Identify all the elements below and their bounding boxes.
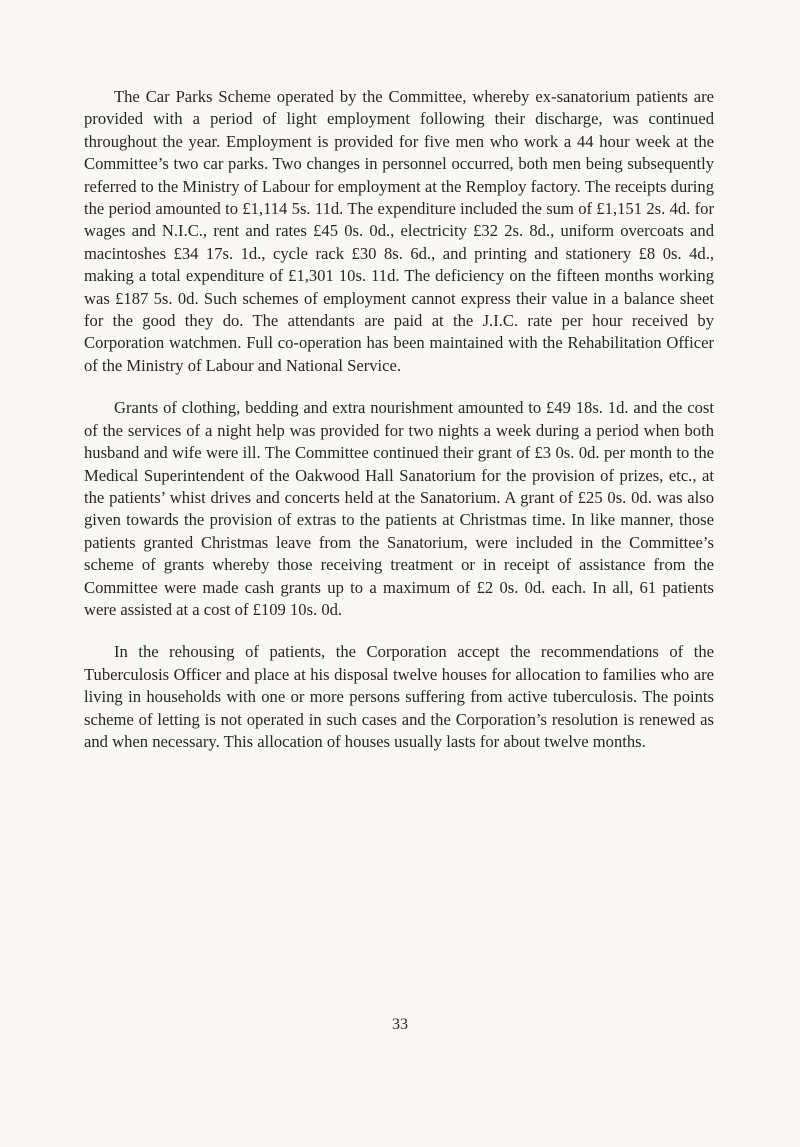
body-text: [84, 86, 714, 753]
page-number: 33: [392, 1016, 408, 1033]
paragraph-rehousing: In the rehousing of patients, the Corporation accept the recommendations of the Tuberculosis Officer and place at his disposal twelve houses for allocation to families who are living in households with one or more persons suffering from active tuberculosis. The points scheme of letting is not operated in such cases and the Corporation’s resolution is renewed as and when necessary. This allocation of houses usually lasts for about twelve months.: [84, 642, 714, 751]
paragraph-grants: Grants of clothing, bedding and extra nourishment amounted to £49 18s. 1d. and the cost of the services of a night help was provided for two nights a week during a period when both husband and wife were ill. The Committee continued their grant of £3 0s. 0d. per month to the Medical Superintendent of the Oakwood Hall Sanatorium for the provision of prizes, etc., at the patients’ whist drives and concerts held at the Sanatorium. A grant of £25 0s. 0d. was also given towards the provision of extras to the patients at Christmas time. In like manner, those patients granted Christmas leave from the Sanatorium, were included in the Committee’s scheme of grants whereby those receiving treatment or in receipt of assistance from the Committee were made cash grants up to a maximum of £2 0s. 0d. each. In all, 61 patients were assisted at a cost of £109 10s. 0d.: [84, 398, 714, 619]
paragraph-car-parks-scheme: The Car Parks Scheme operated by the Committee, whereby ex-sanatorium patients are provided with a period of light employment following their discharge, was continued throughout the year. Employment is provided for five men who work a 44 hour week at the Committee’s two car parks. Two changes in personnel occurred, both men being subsequently referred to the Ministry of Labour for employment at the Remploy factory. The receipts during the period amounted to £1,114 5s. 11d. The expenditure included the sum of £1,151 2s. 4d. for wages and N.I.C., rent and rates £45 0s. 0d., electricity £32 2s. 8d., uniform overcoats and macintoshes £34 17s. 1d., cycle rack £30 8s. 6d., and printing and stationery £8 0s. 4d., making a total expenditure of £1,301 10s. 11d. The deficiency on the fifteen months working was £187 5s. 0d. Such schemes of employment cannot express their value in a balance sheet for the good they do. The attendants are paid at the J.I.C. rate per hour received by Corporation watchmen. Full co-operation has been maintained with the Rehabilitation Officer of the Ministry of Labour and National Service.: [84, 87, 714, 375]
